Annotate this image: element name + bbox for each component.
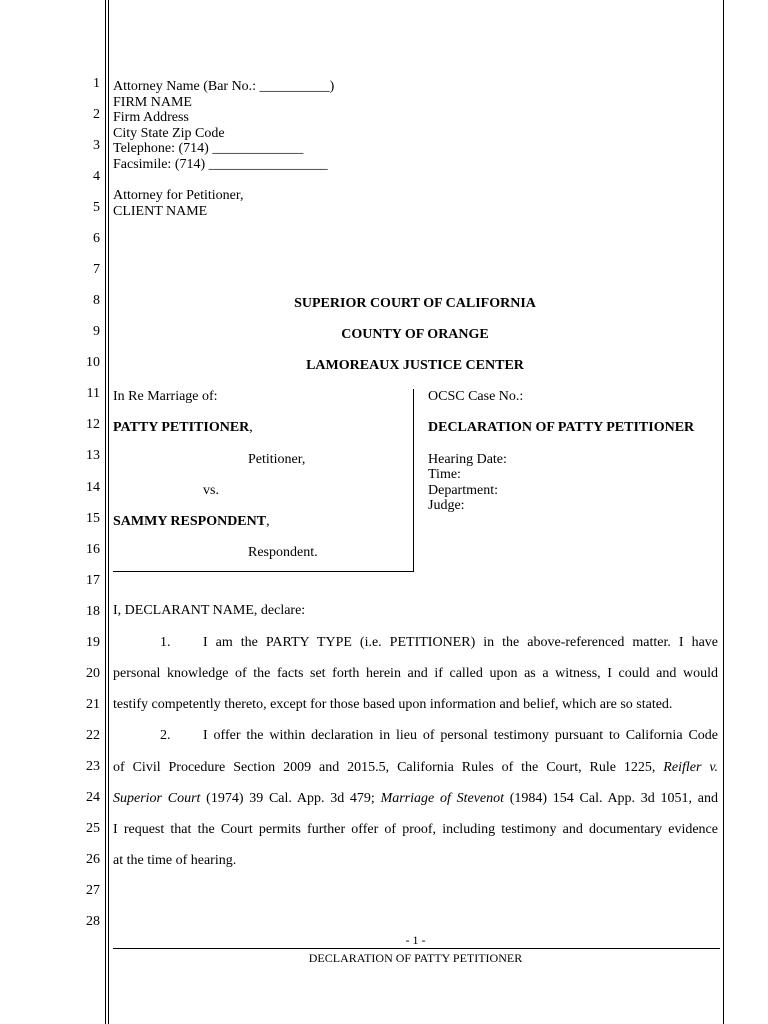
- line-number: 10: [86, 355, 100, 371]
- versus: vs.: [203, 483, 219, 498]
- line-number: 18: [86, 603, 100, 619]
- line-number: 25: [86, 820, 100, 836]
- line-number: 27: [86, 883, 100, 899]
- paragraph-2-line-5: at the time of hearing.: [113, 853, 237, 868]
- paragraph-1-line-1: I am the PARTY TYPE (i.e. PETITIONER) in the above-referenced matter. I have: [203, 635, 718, 650]
- left-margin-line-outer: [105, 0, 106, 1024]
- petitioner-name: PATTY PETITIONER: [113, 420, 250, 435]
- line-number: 2: [93, 107, 100, 123]
- hearing-time: Time:: [428, 467, 461, 482]
- line-number: 16: [86, 541, 100, 557]
- line-number: 26: [86, 852, 100, 867]
- case-citation-superior-court: Superior Court: [113, 791, 201, 806]
- line-number: 1: [93, 76, 100, 91]
- line-number: 20: [86, 665, 100, 681]
- line-number: 12: [86, 417, 100, 433]
- line-number: 22: [86, 727, 100, 743]
- footer-title: DECLARATION OF PATTY PETITIONER: [308, 951, 523, 965]
- in-re-marriage: In Re Marriage of:: [113, 389, 218, 404]
- petitioner-label: Petitioner,: [248, 452, 306, 467]
- respondent-comma: ,: [266, 514, 270, 529]
- firm-address: Firm Address: [113, 110, 189, 125]
- line-number: 4: [93, 169, 100, 185]
- left-margin-line-inner: [108, 0, 109, 1024]
- document-title: DECLARATION OF PATTY PETITIONER: [428, 420, 695, 435]
- paragraph-2-line-3: [113, 791, 718, 807]
- attorney-for: Attorney for Petitioner,: [113, 188, 244, 203]
- paragraph-1-line-3: testify competently thereto, except for those based upon information and belief, which are so stated.: [113, 697, 673, 712]
- line-number: 24: [86, 789, 100, 805]
- page-number: - 1 -: [405, 933, 426, 947]
- case-citation-reifler: Reifler v.: [663, 760, 718, 775]
- line-number: 3: [93, 138, 100, 154]
- hearing-judge: Judge:: [428, 498, 465, 513]
- client-name: CLIENT NAME: [113, 204, 208, 219]
- line-number: 28: [86, 914, 100, 930]
- hearing-department: Department:: [428, 483, 498, 498]
- paragraph-1-number: 1.: [160, 635, 171, 650]
- petitioner-line: [113, 420, 253, 436]
- caption-bottom-line: [113, 571, 414, 572]
- facsimile: Facsimile: (714) _________________: [113, 157, 328, 172]
- caption-divider-line: [413, 389, 414, 572]
- county-name: COUNTY OF ORANGE: [341, 327, 489, 342]
- line-number: 11: [86, 386, 100, 402]
- paragraph-2-line-1: I offer the within declaration in lieu of personal testimony pursuant to California Code: [203, 728, 718, 743]
- line-number: 5: [93, 200, 100, 216]
- line-number: 8: [93, 293, 100, 309]
- respondent-name: SAMMY RESPONDENT: [113, 514, 267, 529]
- line-number: 9: [93, 324, 100, 340]
- line-number: 19: [86, 634, 100, 650]
- line-number: 13: [86, 448, 100, 464]
- paragraph-2-line-4: I request that the Court permits further offer of proof, including testimony and documentary evidence: [113, 822, 718, 837]
- petitioner-comma: ,: [249, 420, 253, 435]
- line-number: 14: [86, 479, 100, 495]
- telephone: Telephone: (714) _____________: [113, 141, 304, 156]
- respondent-line: [113, 514, 270, 530]
- citation-text-2: (1984) 154 Cal. App. 3d 1051, and: [504, 791, 718, 806]
- line-number: 15: [86, 510, 100, 526]
- court-location: LAMOREAUX JUSTICE CENTER: [306, 358, 524, 373]
- citation-text-1: (1974) 39 Cal. App. 3d 479;: [200, 791, 381, 806]
- case-citation-stevenot: Marriage of Stevenot: [380, 791, 505, 806]
- line-number: 23: [86, 758, 100, 774]
- city-state-zip: City State Zip Code: [113, 126, 225, 141]
- paragraph-2-number: 2.: [160, 728, 171, 743]
- case-number: OCSC Case No.:: [428, 389, 524, 404]
- right-margin-line: [723, 0, 724, 1024]
- court-name: SUPERIOR COURT OF CALIFORNIA: [294, 296, 536, 311]
- line-number: 17: [86, 572, 100, 588]
- paragraph-1-line-2: personal knowledge of the facts set forth herein and if called upon as a witness, I could and would: [113, 666, 718, 681]
- line-number: 6: [93, 231, 100, 247]
- footer-line: [113, 948, 720, 949]
- hearing-date: Hearing Date:: [428, 452, 507, 467]
- respondent-label: Respondent.: [248, 545, 318, 560]
- line-number: 7: [93, 262, 100, 278]
- declaration-intro: I, DECLARANT NAME, declare:: [113, 603, 306, 618]
- line-number: 21: [86, 696, 100, 712]
- paragraph-2-line-2-text: of Civil Procedure Section 2009 and 2015.5, California Rules of the Court, Rule 1225,: [113, 760, 664, 775]
- firm-name: FIRM NAME: [113, 95, 192, 110]
- paragraph-2-line-2: [113, 760, 718, 776]
- attorney-name: Attorney Name (Bar No.: __________): [113, 79, 335, 94]
